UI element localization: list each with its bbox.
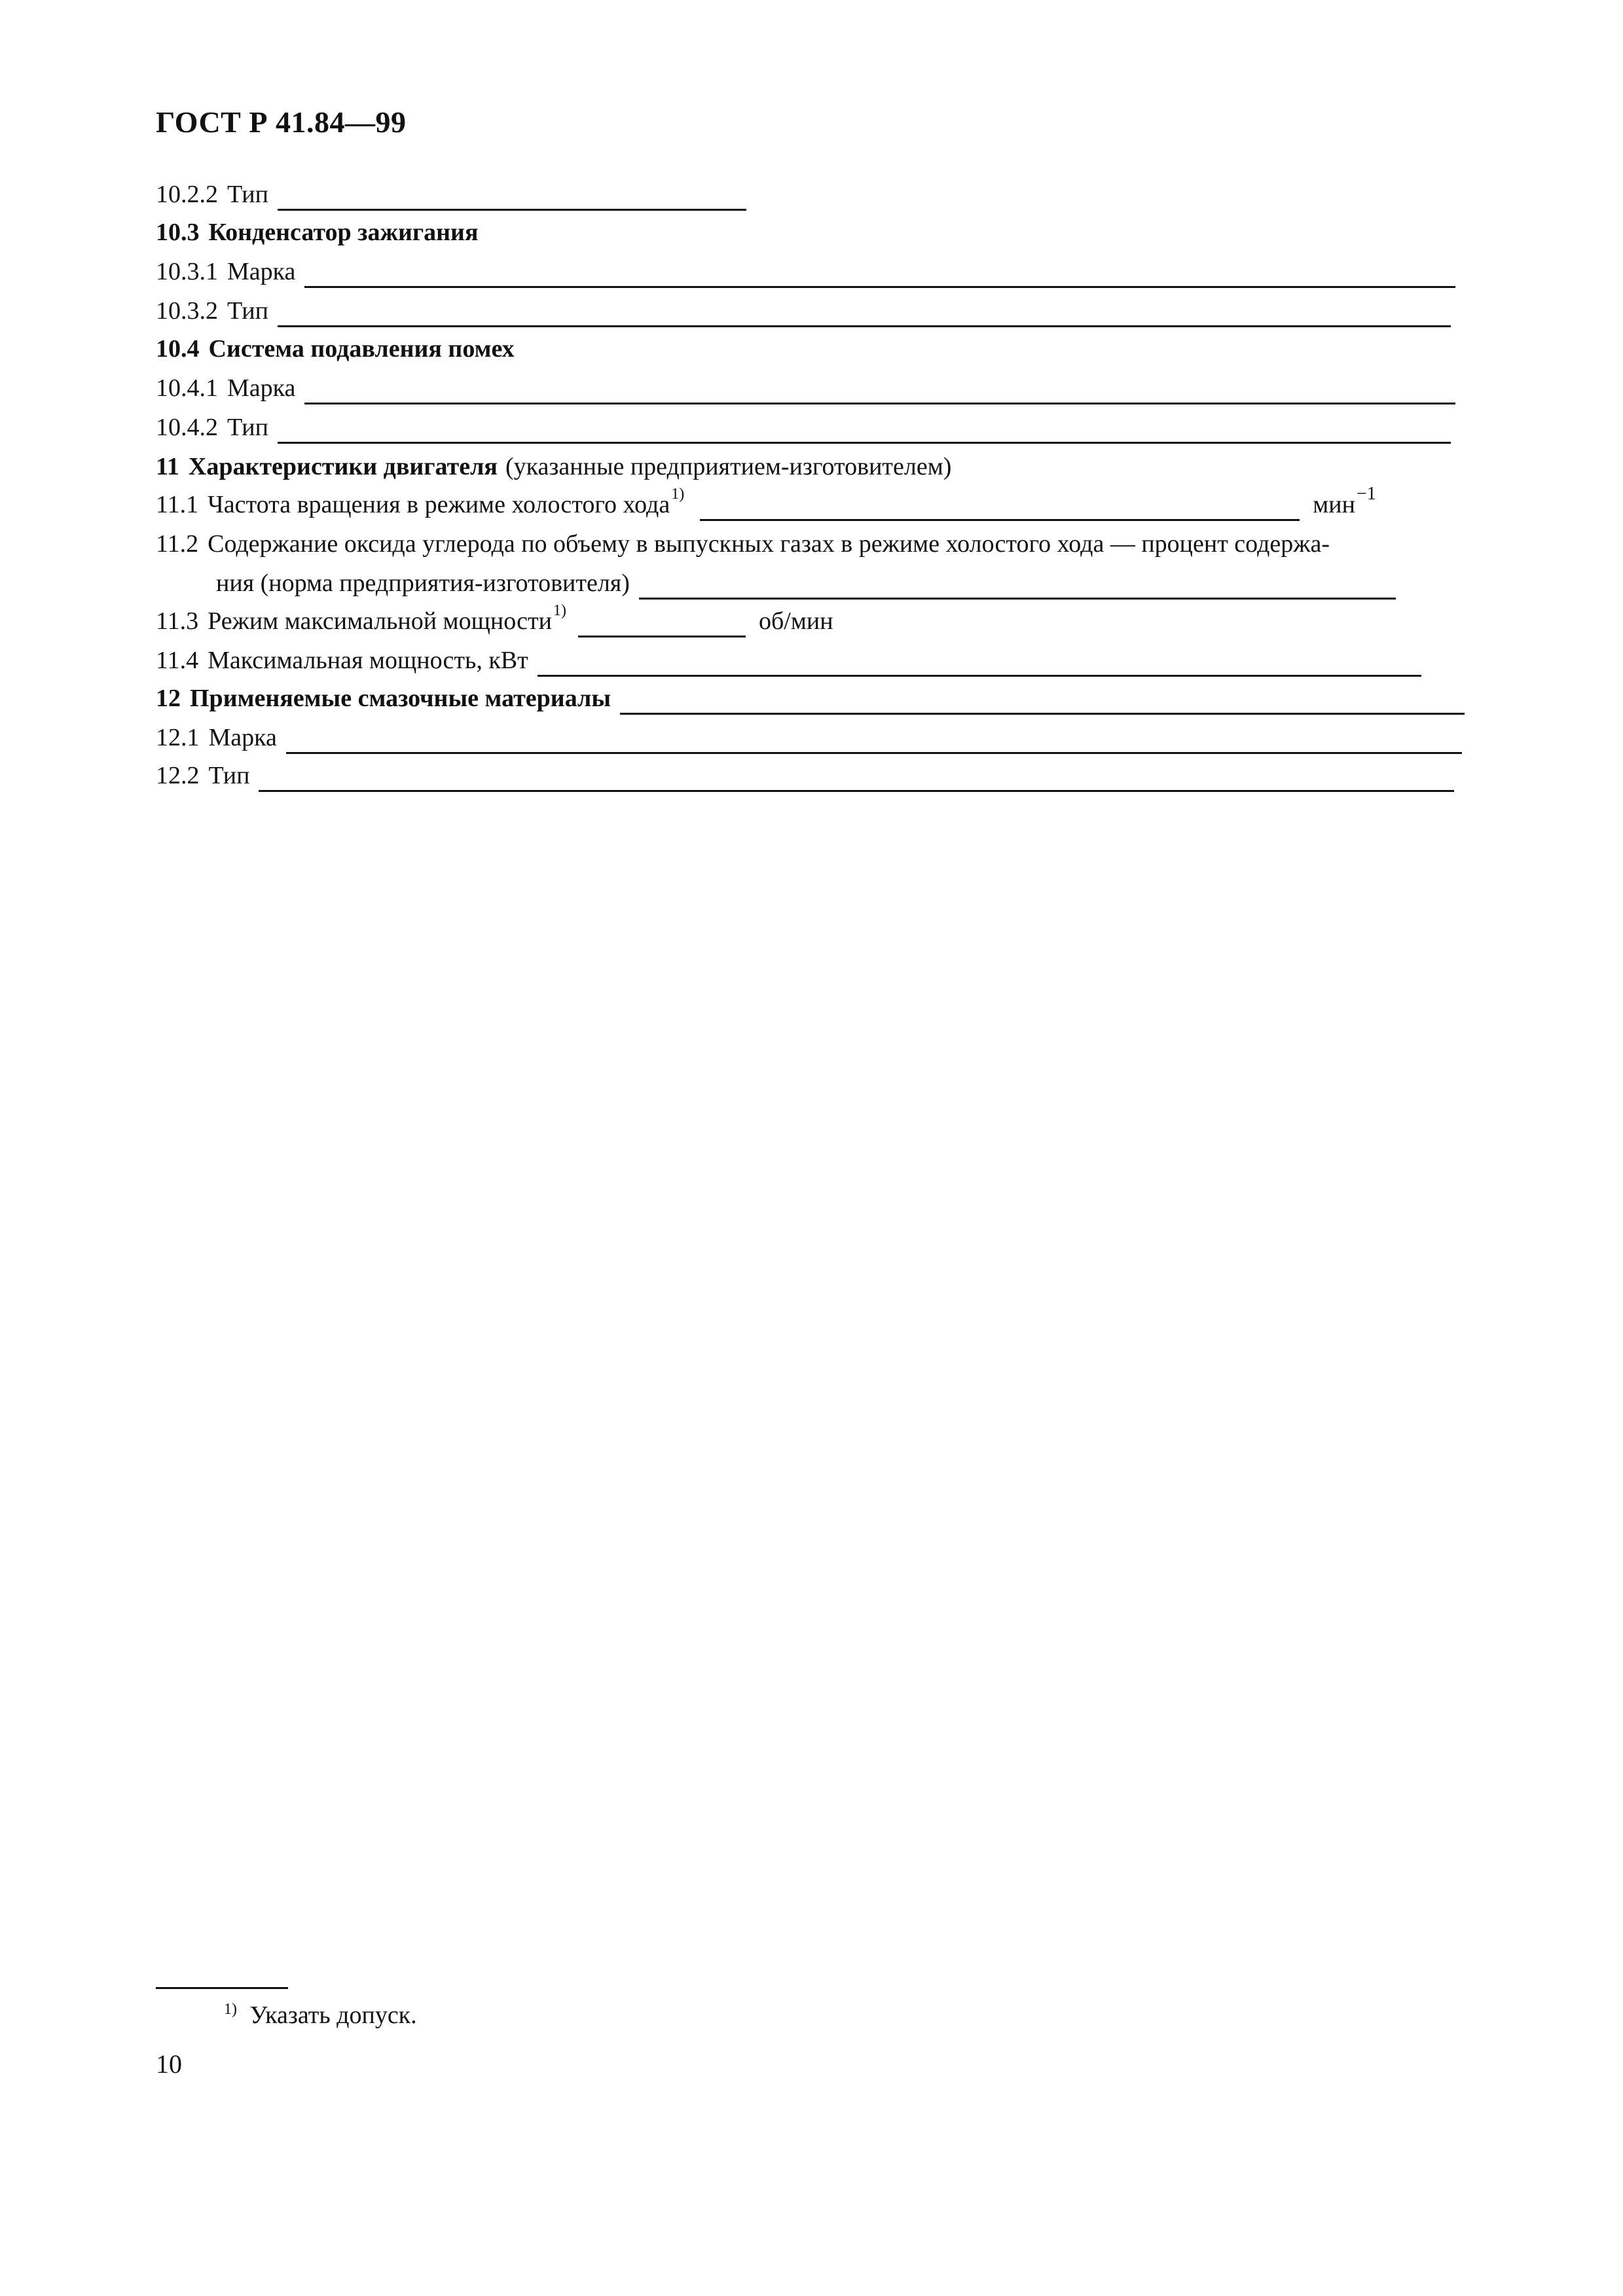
- item-number: 10.4.2: [156, 414, 218, 441]
- item-number: 12.1: [156, 724, 200, 751]
- section-title: Применяемые смазочные материалы: [190, 685, 611, 712]
- item-number: 11: [156, 453, 179, 480]
- footnote-ref: 1): [553, 602, 566, 619]
- form-line-11-2: [156, 528, 1330, 560]
- section-11: [156, 450, 951, 483]
- item-label: Марка: [208, 724, 277, 751]
- item-number: 11.1: [156, 491, 199, 518]
- unit-label: об/мин: [758, 607, 833, 635]
- form-line-10-3-2: [156, 295, 1451, 327]
- blank-field[interactable]: [259, 765, 1454, 792]
- item-label: Тип: [208, 762, 250, 789]
- item-label: Марка: [227, 258, 296, 285]
- blank-field[interactable]: [286, 727, 1462, 754]
- item-label-continuation: ния (норма предприятия-изготовителя): [216, 569, 630, 597]
- form-line-11-4: [156, 644, 1421, 677]
- section-12: [156, 682, 1465, 715]
- section-title: Система подавления помех: [208, 335, 515, 363]
- item-label: Содержание оксида углерода по объему в выпускных газах в режиме холостого хода — процент содержа-: [208, 530, 1330, 558]
- footnote-ref: 1): [671, 486, 685, 503]
- section-title: Конденсатор зажигания: [208, 219, 479, 246]
- item-number: 10.4.1: [156, 374, 218, 402]
- document-number: ГОСТ Р 41.84—99: [156, 105, 407, 139]
- item-label: Частота вращения в режиме холостого хода: [208, 491, 670, 518]
- blank-field[interactable]: [620, 688, 1465, 715]
- item-number: 10.4: [156, 335, 200, 363]
- footnote-marker: 1): [224, 2001, 237, 2018]
- item-number: 10.3: [156, 219, 200, 246]
- footnote: [223, 1999, 417, 2035]
- form-line-12-1: [156, 721, 1462, 754]
- item-label: Марка: [227, 374, 296, 402]
- footnote-text: Указать допуск.: [249, 2001, 417, 2029]
- footnote-separator: [156, 1987, 288, 1989]
- item-number: 12: [156, 685, 181, 712]
- blank-field[interactable]: [278, 300, 1451, 327]
- item-number: 11.3: [156, 607, 199, 635]
- form-line-10-2-2: [156, 178, 746, 211]
- item-label: Тип: [227, 414, 268, 441]
- item-label: Режим максимальной мощности: [208, 607, 552, 635]
- form-line-10-4-1: [156, 372, 1455, 404]
- item-label: Тип: [227, 181, 268, 208]
- blank-field[interactable]: [538, 650, 1421, 677]
- blank-field[interactable]: [700, 494, 1300, 521]
- form-line-11-1: [156, 484, 1376, 521]
- blank-field[interactable]: [304, 261, 1455, 288]
- blank-field[interactable]: [304, 378, 1455, 404]
- item-number: 10.3.1: [156, 258, 218, 285]
- form-line-12-2: [156, 759, 1454, 792]
- form-line-11-3: [156, 602, 833, 637]
- item-label: Максимальная мощность, кВт: [208, 647, 528, 674]
- item-label: Тип: [227, 297, 268, 325]
- item-number: 10.2.2: [156, 181, 218, 208]
- item-number: 11.2: [156, 530, 199, 558]
- form-line-11-2-continuation: [216, 567, 1396, 600]
- blank-field[interactable]: [578, 611, 746, 637]
- section-10-3: [156, 216, 479, 249]
- item-number: 12.2: [156, 762, 200, 789]
- form-line-10-3-1: [156, 255, 1455, 288]
- section-note: (указанные предприятием-изготовителем): [505, 453, 952, 480]
- blank-field[interactable]: [639, 573, 1396, 600]
- section-title: Характеристики двигателя: [188, 453, 498, 480]
- form-line-10-4-2: [156, 411, 1451, 444]
- item-number: 10.3.2: [156, 297, 218, 325]
- unit-label: мин: [1313, 491, 1355, 518]
- blank-field[interactable]: [278, 184, 746, 211]
- blank-field[interactable]: [278, 417, 1451, 444]
- item-number: 11.4: [156, 647, 199, 674]
- page-number: 10: [156, 2049, 182, 2079]
- unit-exponent: −1: [1356, 484, 1376, 504]
- section-10-4: [156, 332, 515, 365]
